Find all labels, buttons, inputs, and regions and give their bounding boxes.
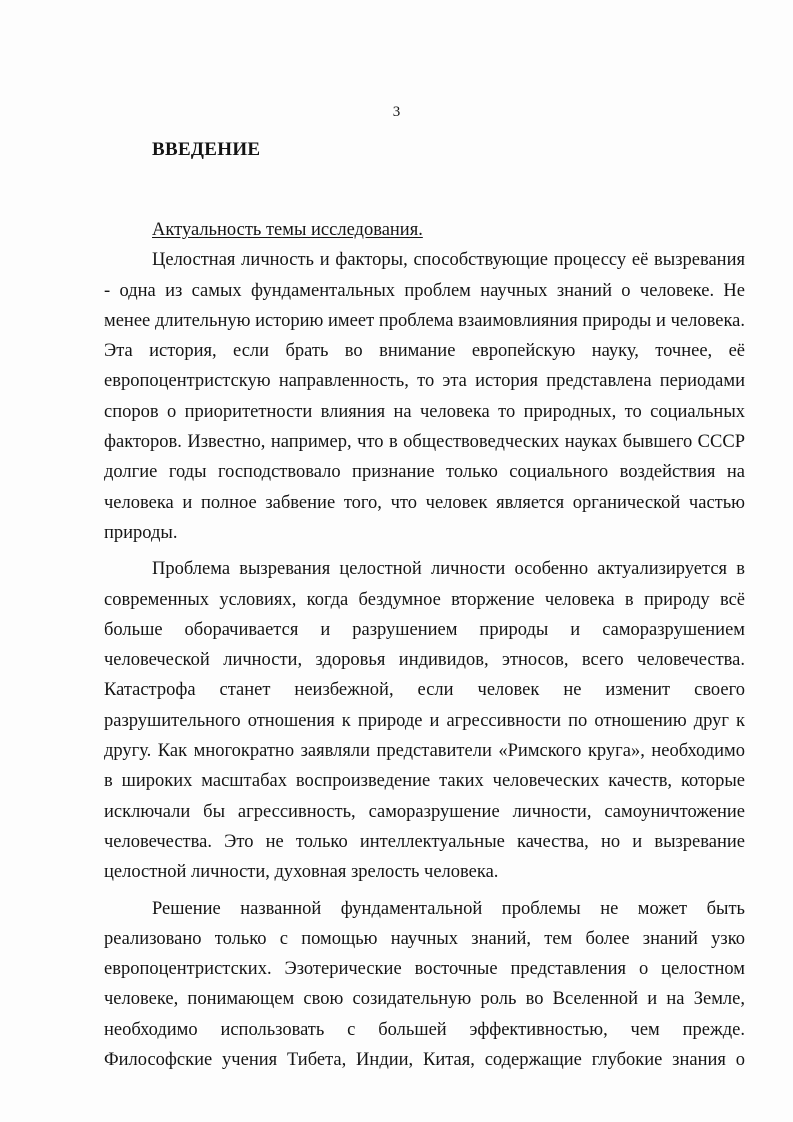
section-heading: ВВЕДЕНИЕ [152, 139, 261, 160]
subheading: Актуальность темы исследования. [152, 220, 423, 240]
paragraph-2: Проблема вызревания целостной личности особенно актуализируется в современных условиях, когда бездумное вторжение человека в природу всё больше оборачивается и разрушением природы и саморазрушением человеческой личности, здоровья индивидов, этносов, всего человечества. Катастрофа станет неизбежной, если человек не изменит своего разрушительного отношения к природе и агрессивности по отношению друг к другу. Как многократно заявляли представители «Римского круга», необходимо в широких масштабах воспроизведение таких человеческих качеств, которые исключали бы агрессивность, саморазрушение личности, самоуничтожение человечества. Это не только интеллектуальные качества, но и вызревание целостной личности, духовная зрелость человека. [104, 559, 745, 883]
paragraph-1: Целостная личность и факторы, способствующие процессу её вызревания - одна из самых фундаментальных проблем научных знаний о человеке. Не менее длительную историю имеет проблема взаимовлияния природы и человека. Эта история, если брать во внимание европейскую науку, точнее, её европоцентристскую направленность, то эта история представлена периодами споров о приоритетности влияния на человека то природных, то социальных факторов. Известно, например, что в обществоведческих науках бывшего СССР долгие годы господствовало признание только социального воздействия на человека и полное забвение того, что человек является органической частью природы. [104, 250, 745, 543]
paragraph-3: Решение названной фундаментальной проблемы не может быть реализовано только с помощью научных знаний, тем более знаний узко европоцентристских. Эзотерические восточные представления о целостном человеке, понимающем свою созидательную роль во Вселенной и на Земле, необходимо использовать с большей эффективностью, чем прежде. Философские учения Тибета, Индии, Китая, содержащие глубокие знания о [104, 898, 745, 1071]
body-text [104, 215, 745, 1075]
page-number: 3 [392, 104, 401, 120]
